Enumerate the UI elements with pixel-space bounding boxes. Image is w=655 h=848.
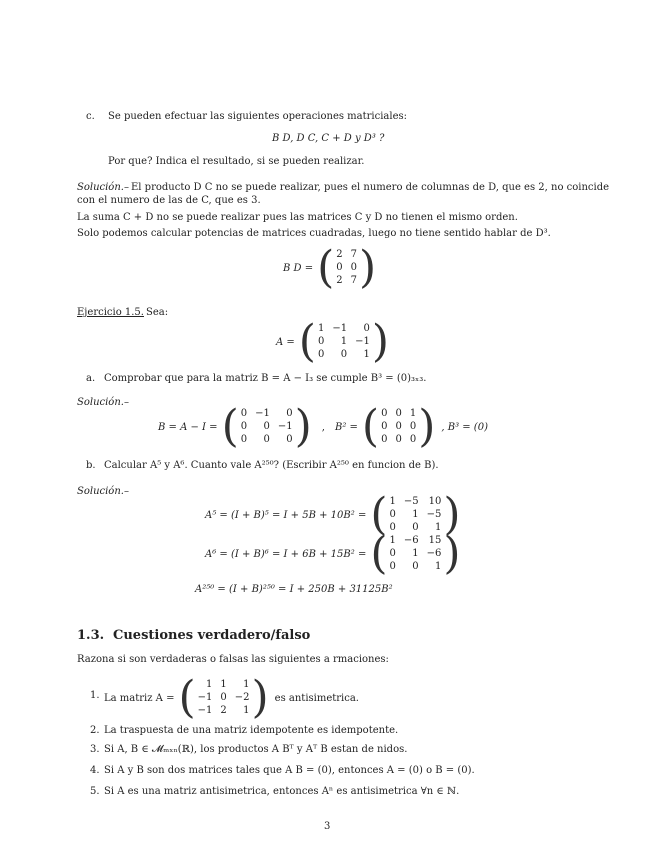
b-power-equations: B = A − I = ( 0 −1 0 0 0 −1 0 0 0 ) , B² = ( 0 0 1 0 0 0 0 0 0 ) , B³ = (0) xyxy=(158,401,488,452)
matrix-cell: 0 xyxy=(389,561,396,572)
matrix-cell: 0 xyxy=(286,408,293,419)
matrix-cell: 1 xyxy=(389,496,396,507)
matrix-cell: 0 xyxy=(220,692,227,703)
section-intro: Razona si son verdaderas o falsas las siguientes a rmaciones: xyxy=(77,654,389,665)
exercise-text: Sea: xyxy=(146,307,169,318)
question-number: 5. xyxy=(90,786,100,797)
matrix-cell: −6 xyxy=(426,548,442,559)
matrix-cell: 1 xyxy=(412,509,419,520)
item-c-formula: B D, D C, C + D y D³ ? xyxy=(272,133,385,144)
matrix-cell: −1 xyxy=(277,421,293,432)
solution-line: Solo podemos calcular potencias de matrices cuadradas, luego no tiene sentido hablar de D³. xyxy=(77,228,551,239)
matrix-cell: −1 xyxy=(255,408,270,419)
matrix-cell: 1 xyxy=(317,323,325,334)
question-text: Si A es una matriz antisimetrica, entonces Aⁿ es antisimetrica ∀n ∈ ℕ. xyxy=(104,786,460,797)
matrix-cell: 0 xyxy=(263,434,270,445)
matrix-cell: −1 xyxy=(332,323,348,334)
matrix-cell: −1 xyxy=(197,705,213,716)
matrix-cell: 1 xyxy=(243,679,250,690)
bd-matrix-equation: B D = ( 2 7 0 0 2 7 ) xyxy=(283,242,377,293)
matrix-cell: 0 xyxy=(395,434,402,445)
matrix-grid xyxy=(196,679,252,717)
matrix-cell: 1 xyxy=(412,548,419,559)
matrix-cell: 7 xyxy=(350,249,358,260)
matrix-cell: 0 xyxy=(395,421,402,432)
matrix-cell: −2 xyxy=(234,692,250,703)
a6-equation: A⁶ = (I + B)⁶ = I + 6B + 15B² = ( 1 −6 15 0 1 −6 0 0 1 ) xyxy=(205,528,461,579)
matrix-cell: 1 xyxy=(363,349,370,360)
matrix-cell: 0 xyxy=(240,434,248,445)
question-text: Si A y B son dos matrices tales que A B = (0), entonces A = (0) o B = (0). xyxy=(104,765,475,776)
question-number: 3. xyxy=(90,744,100,755)
matrix-cell: 0 xyxy=(240,408,248,419)
matrix-cell: 10 xyxy=(428,496,442,507)
matrix-cell: 0 xyxy=(317,349,325,360)
matrix-cell: 0 xyxy=(395,408,402,419)
matrix-grid xyxy=(379,408,418,446)
question-number: 4. xyxy=(90,765,100,776)
solution-line: con el numero de las de C, que es 3. xyxy=(77,195,261,206)
matrix-cell: 0 xyxy=(389,548,396,559)
matrix-cell: 0 xyxy=(381,434,388,445)
matrix-cell: −1 xyxy=(197,692,213,703)
a250-equation: A²⁵⁰ = (I + B)²⁵⁰ = I + 250B + 31125B² xyxy=(195,584,393,595)
section-title: Cuestiones verdadero/falso xyxy=(113,628,311,643)
matrix-grid xyxy=(316,323,372,361)
item-a-label: a. xyxy=(86,373,96,384)
matrix-cell: 15 xyxy=(428,535,442,546)
item-b-label: b. xyxy=(86,460,96,471)
matrix-cell: 0 xyxy=(336,262,343,273)
matrix-cell: 0 xyxy=(317,336,325,347)
matrix-cell: 0 xyxy=(412,522,419,533)
matrix-cell: 0 xyxy=(409,434,417,445)
item-a-text: Comprobar que para la matriz B = A − I₃ se cumple B³ = (0)₃ₓ₃. xyxy=(104,373,427,384)
matrix-cell: 0 xyxy=(412,561,419,572)
matrix-cell: −6 xyxy=(403,535,419,546)
question-number: 1. xyxy=(90,690,100,701)
matrix-cell: 1 xyxy=(435,561,442,572)
question-text: Si A, B ∈ 𝓜ₘₓₙ(ℝ), los productos A Bᵀ y Aᵀ B estan de nidos. xyxy=(104,744,408,755)
matrix-cell: −1 xyxy=(355,336,370,347)
a5-equation: A⁵ = (I + B)⁵ = I + 5B + 10B² = ( 1 −5 10 0 1 −5 0 0 1 ) xyxy=(205,489,461,540)
question-number: 2. xyxy=(90,725,100,736)
matrix-cell: 0 xyxy=(263,421,270,432)
question-text: La traspuesta de una matriz idempotente es idempotente. xyxy=(104,725,399,736)
solution-label: Solución.– xyxy=(77,486,129,497)
matrix-grid xyxy=(388,535,444,573)
matrix-cell: 0 xyxy=(240,421,248,432)
matrix-cell: 0 xyxy=(381,408,388,419)
matrix-cell: 0 xyxy=(363,323,370,334)
solution-label: Solución.– xyxy=(77,397,129,408)
matrix-grid xyxy=(334,249,359,287)
matrix-cell: 1 xyxy=(243,705,250,716)
matrix-cell: −5 xyxy=(403,496,419,507)
matrix-cell: 2 xyxy=(336,275,343,286)
matrix-cell: 0 xyxy=(389,522,396,533)
matrix-cell: 1 xyxy=(340,336,348,347)
matrix-cell: 7 xyxy=(350,275,358,286)
matrix-grid xyxy=(388,496,444,534)
section-number: 1.3. xyxy=(77,628,105,643)
matrix-cell: 0 xyxy=(389,509,396,520)
matrix-cell: 2 xyxy=(220,705,227,716)
item-c-label: c. xyxy=(86,111,95,122)
matrix-cell: 0 xyxy=(381,421,388,432)
matrix-cell: 0 xyxy=(340,349,348,360)
matrix-cell: 1 xyxy=(206,679,213,690)
matrix-cell: 1 xyxy=(389,535,396,546)
solution-line: El producto D C no se puede realizar, pues el numero de columnas de D, que es 2, no coincide xyxy=(131,182,610,193)
matrix-cell: 0 xyxy=(409,421,417,432)
matrix-cell: −5 xyxy=(426,509,442,520)
solution-label: Solución.– xyxy=(77,182,129,193)
matrix-grid xyxy=(239,408,295,446)
question-1: La matriz A = ( 1 1 1 −1 0 −2 −1 2 1 ) es antisimetrica. xyxy=(104,672,359,723)
matrix-cell: 1 xyxy=(409,408,417,419)
page-number: 3 xyxy=(324,821,331,832)
item-c-text: Se pueden efectuar las siguientes operaciones matriciales: xyxy=(108,111,407,122)
matrix-cell: 0 xyxy=(350,262,358,273)
matrix-cell: 0 xyxy=(286,434,293,445)
exercise-heading: Ejercicio 1.5. xyxy=(77,307,144,318)
matrix-cell: 2 xyxy=(336,249,343,260)
matrix-cell: 1 xyxy=(220,679,227,690)
item-b-text: Calcular A⁵ y A⁶. Cuanto vale A²⁵⁰? (Escribir A²⁵⁰ en funcion de B). xyxy=(104,460,439,471)
item-c-question: Por que? Indica el resultado, si se pueden realizar. xyxy=(108,156,365,167)
matrix-cell: 1 xyxy=(435,522,442,533)
matrix-a-equation: A = ( 1 −1 0 0 1 −1 0 0 1 ) xyxy=(276,316,389,367)
solution-line: La suma C + D no se puede realizar pues las matrices C y D no tienen el mismo orden. xyxy=(77,212,518,223)
